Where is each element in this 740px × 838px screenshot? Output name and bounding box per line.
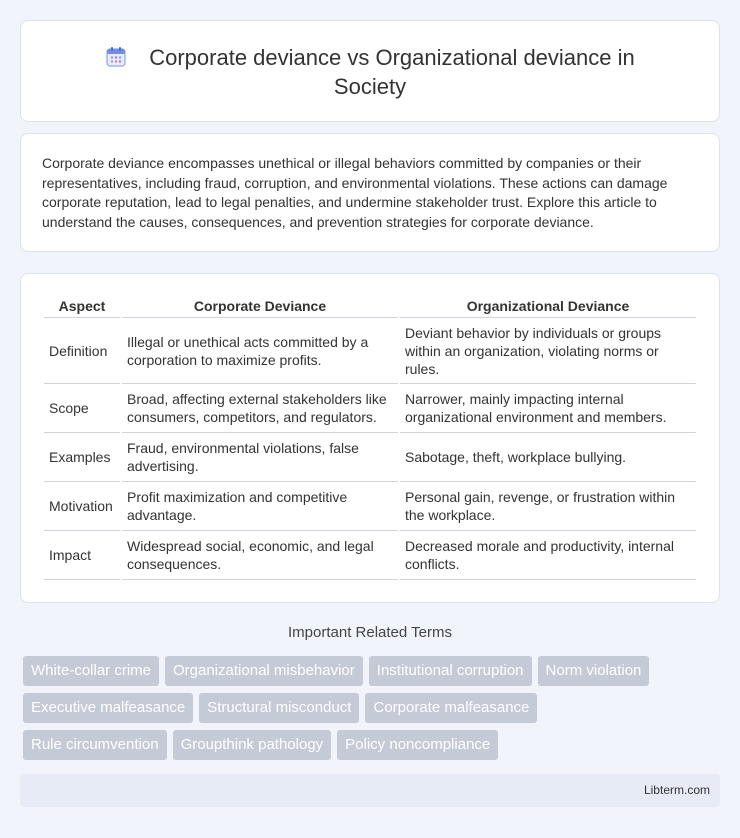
- footer: [20, 774, 720, 807]
- cell-organizational: Personal gain, revenge, or frustration within the workplace.: [400, 482, 696, 531]
- header-aspect: Aspect: [44, 296, 120, 318]
- cell-organizational: Deviant behavior by individuals or groups within an organization, violating norms or rules.: [400, 318, 696, 384]
- term-tag[interactable]: Policy noncompliance: [337, 730, 498, 760]
- comparison-table: [42, 296, 698, 580]
- calendar-icon: [105, 46, 127, 68]
- term-tag[interactable]: Structural misconduct: [199, 693, 359, 723]
- cell-corporate: Widespread social, economic, and legal consequences.: [122, 531, 398, 580]
- table-header-row: [44, 296, 696, 318]
- term-tag[interactable]: Executive malfeasance: [23, 693, 193, 723]
- table-row: [44, 318, 696, 384]
- term-row: [23, 730, 723, 760]
- cell-aspect: Impact: [44, 531, 120, 580]
- term-tag[interactable]: Organizational misbehavior: [165, 656, 363, 686]
- related-terms-title: Important Related Terms: [288, 624, 452, 641]
- comparison-card: [20, 273, 720, 603]
- cell-corporate: Illegal or unethical acts committed by a corporation to maximize profits.: [122, 318, 398, 384]
- term-tag[interactable]: Rule circumvention: [23, 730, 167, 760]
- term-tag[interactable]: Norm violation: [538, 656, 650, 686]
- table-row: [44, 433, 696, 482]
- intro-card: [20, 133, 720, 252]
- table-row: [44, 531, 696, 580]
- footer-site-link[interactable]: Libterm.com: [643, 783, 710, 797]
- cell-organizational: Sabotage, theft, workplace bullying.: [400, 433, 696, 482]
- term-tag[interactable]: Corporate malfeasance: [365, 693, 537, 723]
- cell-corporate: Profit maximization and competitive advantage.: [122, 482, 398, 531]
- cell-organizational: Decreased morale and productivity, internal conflicts.: [400, 531, 696, 580]
- header-organizational: Organizational Deviance: [400, 296, 696, 318]
- cell-organizational: Narrower, mainly impacting internal organizational environment and members.: [400, 384, 696, 433]
- table-row: [44, 482, 696, 531]
- term-tag[interactable]: Institutional corruption: [369, 656, 532, 686]
- header-card: [20, 20, 720, 122]
- term-tag[interactable]: White-collar crime: [23, 656, 159, 686]
- term-tag[interactable]: Groupthink pathology: [173, 730, 332, 760]
- page-title: Corporate deviance vs Organizational deviance in Society: [149, 45, 635, 99]
- table-row: [44, 384, 696, 433]
- intro-text: Corporate deviance encompasses unethical or illegal behaviors committed by companies or their representatives, including fraud, corruption, and environmental violations. These actions can damage corporate reputation, lead to legal penalties, and undermine stakeholder trust. Explore this article to understand the causes, consequences, and prevention strategies for corporate deviance.: [42, 155, 668, 230]
- cell-aspect: Definition: [44, 318, 120, 384]
- cell-corporate: Fraud, environmental violations, false advertising.: [122, 433, 398, 482]
- term-row: [23, 693, 723, 723]
- term-row: [23, 656, 723, 686]
- page-title-wrap: [21, 43, 719, 101]
- cell-corporate: Broad, affecting external stakeholders like consumers, competitors, and regulators.: [122, 384, 398, 433]
- header-corporate: Corporate Deviance: [122, 296, 398, 318]
- cell-aspect: Motivation: [44, 482, 120, 531]
- cell-aspect: Examples: [44, 433, 120, 482]
- cell-aspect: Scope: [44, 384, 120, 433]
- related-terms: [23, 656, 723, 767]
